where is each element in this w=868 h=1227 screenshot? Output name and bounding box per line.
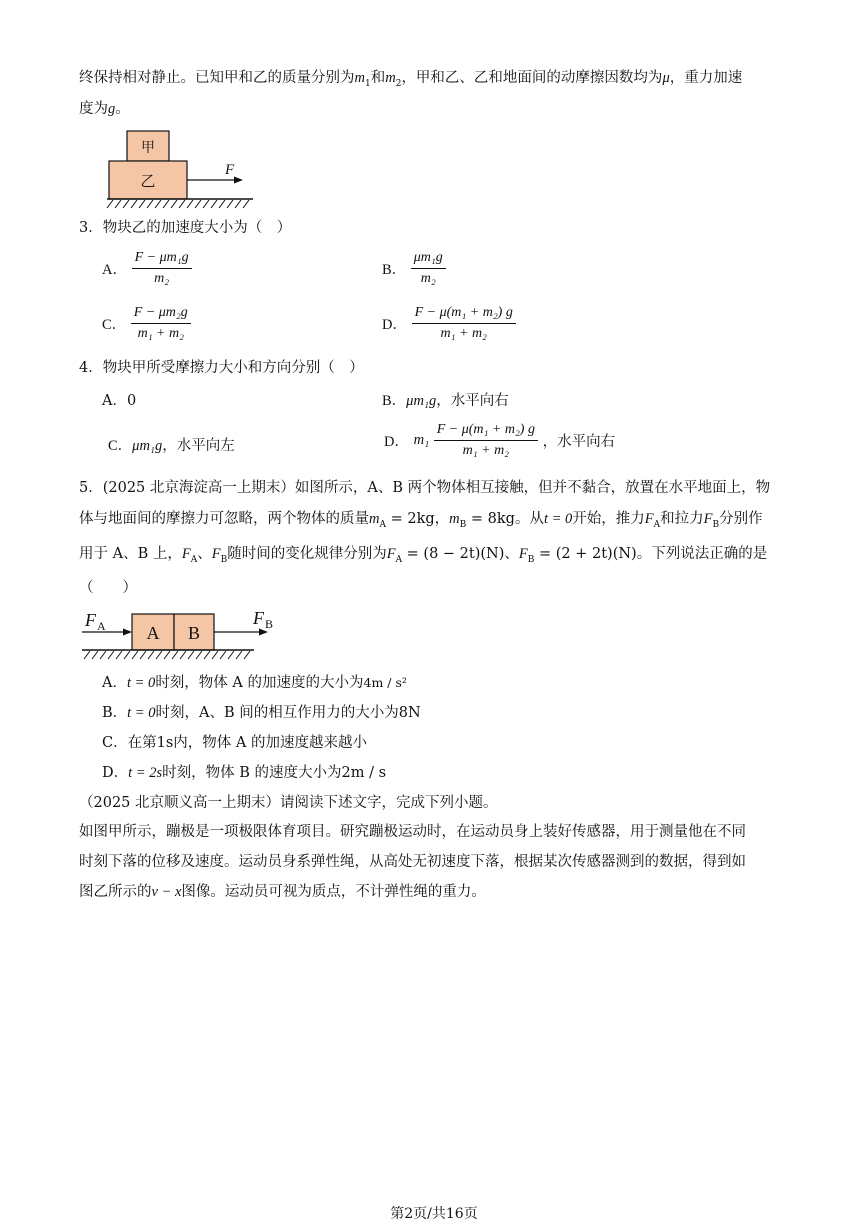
option-label: D． [382, 317, 407, 333]
option-text: ，水平向右 [542, 434, 616, 450]
q5-text: 随时间的变化规律分别为 [227, 546, 387, 562]
option-label: C． [102, 317, 127, 333]
denominator: m₂ [420, 271, 436, 286]
var-g: g [108, 101, 116, 117]
fraction [131, 305, 191, 342]
formula: = (2 + 2t)(N) [534, 546, 637, 562]
block-a-label: A [146, 623, 160, 643]
intro-text: 。 [115, 101, 130, 117]
expression: m₁ [413, 432, 430, 448]
passage-text: 图乙所示的 [79, 884, 152, 900]
force-label: F [225, 162, 235, 178]
var-mB: m [449, 511, 460, 527]
expression: μm₁g [406, 393, 437, 409]
option-label: D． [384, 434, 409, 450]
q5-option-b [102, 703, 421, 723]
fraction [411, 250, 446, 287]
option-label: B． [382, 393, 407, 409]
q5-text: 。下列说法正确的是 [636, 546, 768, 562]
intro-line-1: 终保持相对静止。已知甲和乙的质量分别为$m_1$和$m_2$，甲和乙、乙和地面间的动摩擦因数均为μ，重力加速 [79, 70, 743, 89]
time-expr: t = 0 [127, 705, 156, 721]
value: 1s [156, 735, 174, 751]
figure-blocks-jia-yi [105, 128, 255, 210]
force-arrowhead [234, 177, 243, 184]
option-label: C． [108, 438, 133, 454]
q5-text: 用于 A、B 上， [79, 546, 182, 562]
ground-hatch [84, 651, 250, 659]
q3-option-d [382, 305, 516, 342]
q5-line-3: 用于 A、B 上，$F_A$、$F_B$随时间的变化规律分别为$F_A = (8 - 2t)(N)$、$F_B = (2 + 2t)(N)$。下列说法正确的是 [79, 546, 768, 565]
q4-option-c [108, 436, 235, 456]
q3-stem: 3．物块乙的加速度大小为（ ） [79, 220, 292, 236]
expression: μm₁g [132, 438, 163, 454]
option-text: 时刻，物体 A 的加速度的大小为 [155, 675, 364, 691]
option-label: B． [102, 705, 128, 721]
option-text: ，水平向左 [162, 438, 235, 454]
ground-hatch [107, 200, 249, 208]
option-label: A． [102, 262, 127, 278]
numerator: F − μ(m₁ + m₂) g [434, 422, 538, 441]
q4-stem: 4．物块甲所受摩擦力大小和方向分别（ ） [79, 360, 364, 376]
var-FA: F [386, 546, 396, 562]
passage-line-2: 如图甲所示，蹦极是一项极限体育项目。研究蹦极运动时，在运动员身上装好传感器，用于测量他在不同 [79, 824, 746, 840]
q5-option-c [102, 733, 367, 753]
q5-text: ， [434, 511, 450, 527]
var-FB: F [518, 546, 528, 562]
q5-line-4: （ ） [79, 580, 137, 596]
intro-text: ，甲和乙、乙和地面间的动摩擦因数均为 [401, 70, 663, 86]
passage-text: 图像。运动员可视为质点，不计弹性绳的重力。 [181, 884, 486, 900]
q5-text: 、 [504, 546, 519, 562]
var-FA: F [644, 511, 654, 527]
q5-text: 。从 [514, 511, 544, 527]
denominator: m₁ + m₂ [137, 326, 184, 341]
force-a-subscript: A [97, 619, 106, 633]
q4-option-b [382, 391, 509, 411]
formula: = (8 − 2t)(N) [402, 546, 505, 562]
passage-line-4 [79, 882, 486, 902]
option-label: B． [382, 262, 407, 278]
var-FB: F [211, 546, 221, 562]
passage-line-3: 时刻下落的位移及速度。运动员身系弹性绳，从高处无初速度下落，根据某次传感器测到的数据，得到如 [79, 854, 746, 870]
value: = 8kg [466, 511, 515, 527]
var-mu: μ [662, 70, 670, 86]
q4-option-a: A．0 [102, 393, 137, 409]
option-text: 时刻，物体 B 的速度大小为 [162, 765, 342, 781]
value: 4m / s² [363, 675, 407, 690]
denominator: m₁ + m₂ [462, 443, 510, 458]
figure-blocks-a-b [80, 604, 280, 662]
value: = 2kg [385, 511, 435, 527]
numerator: F − μ(m₁ + m₂) g [412, 305, 516, 324]
q5-option-d [102, 763, 386, 783]
denominator: m₂ [154, 271, 170, 286]
time-expr: t = 2s [128, 765, 163, 781]
intro-text: 度为 [79, 101, 108, 117]
var-FA: F [181, 546, 191, 562]
option-text: 内，物体 A 的加速度越来越小 [173, 735, 367, 751]
q5-line-1: 5．(2025 北京海淀高一上期末）如图所示，A、B 两个物体相互接触，但并不黏合，放置在水平地面上，物 [79, 480, 771, 496]
numerator: μm₁g [411, 250, 446, 269]
option-label: A． [102, 675, 127, 691]
force-a-arrowhead [123, 629, 132, 636]
fraction [412, 305, 516, 342]
fraction [132, 250, 192, 287]
option-text: 时刻，A、B 间的相互作用力的大小为 [155, 705, 399, 721]
q5-option-a [102, 673, 407, 693]
var-m2: m [385, 70, 396, 86]
option-label: C．在第 [102, 735, 157, 751]
fraction [434, 422, 538, 459]
value: 8N [398, 705, 421, 721]
intro-text: 和 [370, 70, 386, 86]
option-text: ，水平向右 [436, 393, 509, 409]
passage-heading: （2025 北京顺义高一上期末）请阅读下述文字，完成下列小题。 [79, 795, 498, 811]
intro-text: ，重力加速 [669, 70, 743, 86]
q5-text: 、 [197, 546, 212, 562]
value: 2m / s [341, 765, 387, 781]
var-m1: m [354, 70, 365, 86]
time-expr: t = 0 [126, 675, 156, 691]
q5-text: 分别作 [719, 511, 763, 527]
q5-line-2: 体与地面间的摩擦力可忽略，两个物体的质量$m_A = 2kg$，$m_B = 8kg$。从t = 0开始，推力$F_A$和拉力$F_B$分别作 [79, 511, 763, 530]
page-number: 第2页/共16页 [390, 1206, 478, 1222]
option-label: D． [102, 765, 129, 781]
block-b-label: B [187, 623, 201, 643]
force-b-subscript: B [265, 617, 274, 631]
q5-text: 开始，推力 [572, 511, 645, 527]
q5-text: 体与地面间的摩擦力可忽略，两个物体的质量 [79, 511, 369, 527]
q3-option-c [102, 305, 191, 342]
numerator: F − μm₁g [132, 250, 192, 269]
time-expr: t = 0 [543, 511, 573, 527]
var-FB: F [703, 511, 713, 527]
q3-option-a [102, 250, 192, 287]
q4-option-d [384, 422, 615, 459]
var-mA: m [369, 511, 380, 527]
graph-label: v − x [151, 884, 182, 900]
block-yi-label: 乙 [140, 172, 156, 190]
q3-option-b [382, 250, 446, 287]
numerator: F − μm₂g [131, 305, 191, 324]
q5-text: 和拉力 [660, 511, 704, 527]
force-a-label: F [85, 610, 96, 630]
block-jia-label: 甲 [141, 140, 155, 156]
intro-line-2 [79, 99, 130, 119]
force-b-label: F [253, 608, 264, 628]
denominator: m₁ + m₂ [440, 326, 487, 341]
intro-text: 终保持相对静止。已知甲和乙的质量分别为 [79, 70, 355, 86]
